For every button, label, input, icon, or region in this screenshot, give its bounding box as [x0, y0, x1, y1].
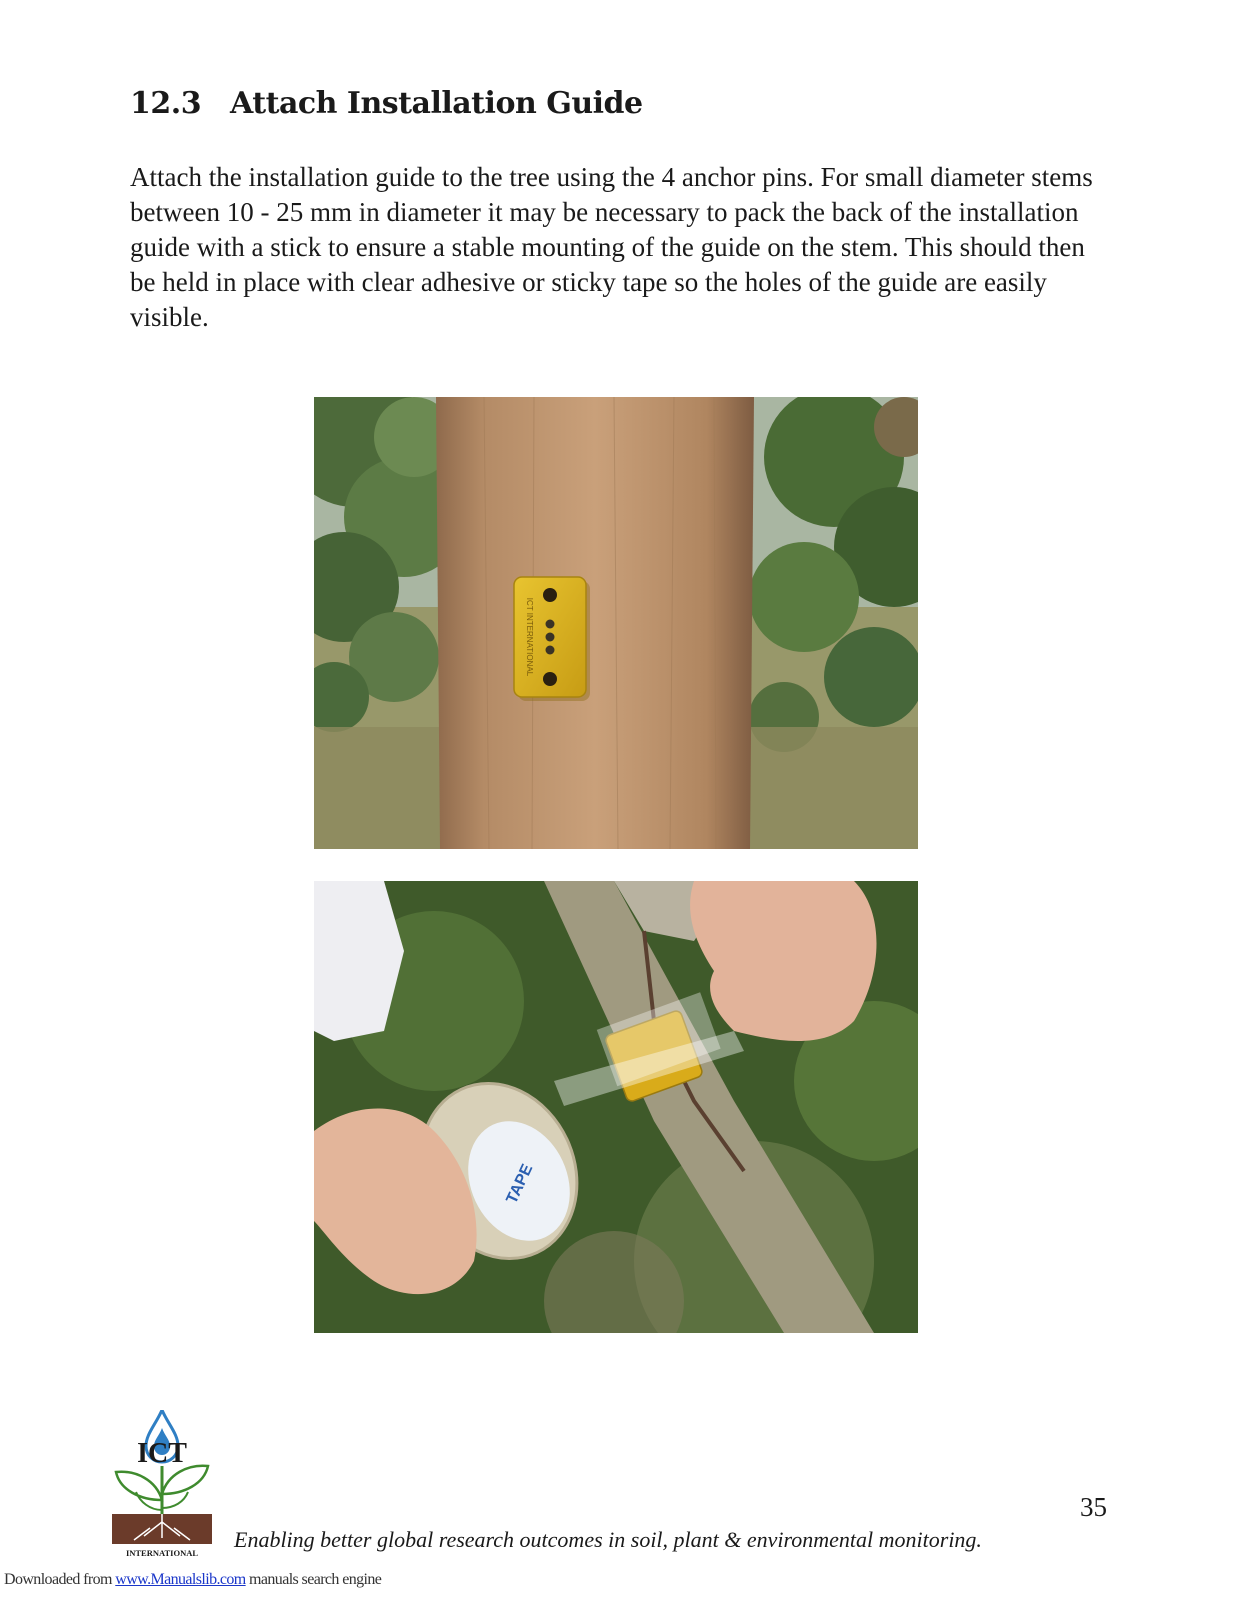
section-number: 12.3: [130, 86, 202, 121]
plate-text: ICT INTERNATIONAL: [525, 597, 534, 677]
download-suffix: manuals search engine: [245, 1571, 382, 1588]
section-title: Attach Installation Guide: [230, 86, 643, 121]
tree-guide-photo: [314, 397, 918, 849]
tape-label: TAPE: [503, 1161, 537, 1207]
tape-photo: [314, 881, 918, 1333]
manualslib-link[interactable]: www.Manualslib.com: [115, 1571, 246, 1588]
logo-ict-text: ICT: [137, 1438, 187, 1469]
download-notice: [4, 1571, 381, 1589]
section-heading: [130, 86, 643, 121]
footer-tagline: Enabling better global research outcomes in soil, plant & environmental monitoring.: [234, 1527, 982, 1552]
download-prefix: Downloaded from: [4, 1571, 116, 1588]
body-paragraph: Attach the installation guide to the tree using the 4 anchor pins. For small diameter stems between 10 - 25 mm in diameter it may be necessary to pack the back of the installation guide with a stick to ensure a stable mounting of the guide on the stem. This should then be held in place with clear adhesive or sticky tape so the holes of the guide are easily visible.: [130, 162, 1093, 332]
ict-logo: [110, 1410, 214, 1560]
page-number: 35: [1080, 1492, 1107, 1522]
logo-international-text: INTERNATIONAL: [125, 1548, 199, 1558]
